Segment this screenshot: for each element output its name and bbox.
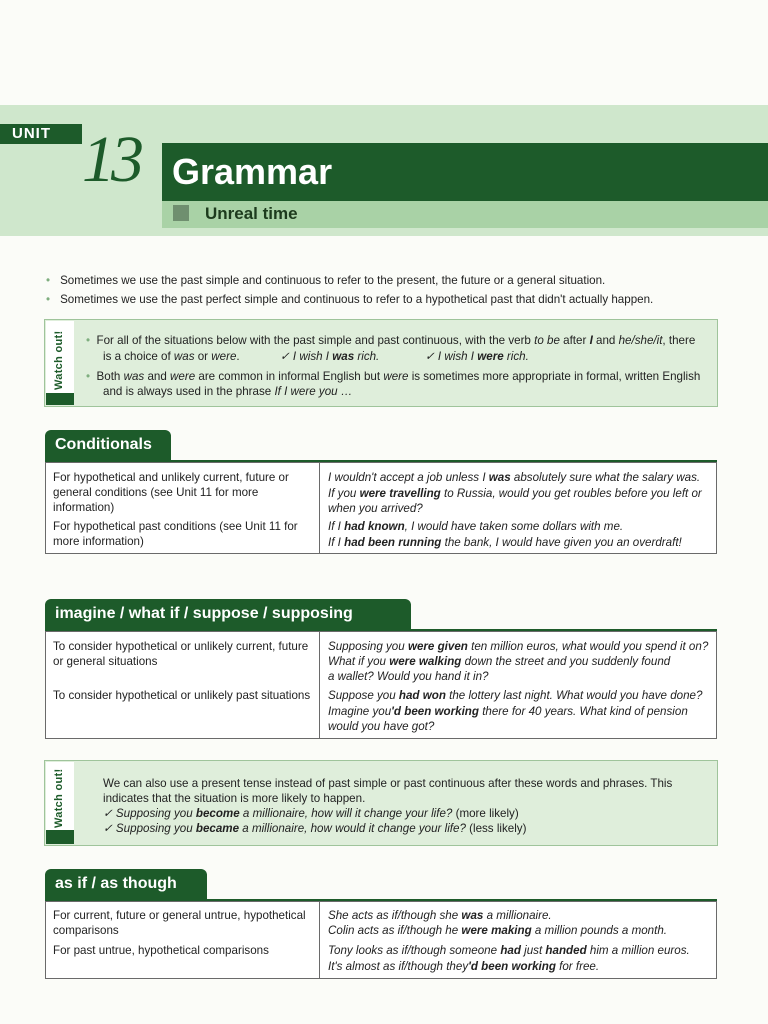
unit-number: 13 — [82, 123, 140, 196]
watch-out-1-bullet-1: • For all of the situations below with the past simple and past continuous, with the verb to be after I and he/she/it, there — [86, 334, 696, 347]
section-heading-conditionals: Conditionals — [45, 430, 171, 460]
section-heading-imagine: imagine / what if / suppose / supposing — [45, 599, 411, 629]
watch-out-1-line-2: is a choice of was or were. — [103, 350, 240, 363]
table-cell-example: Imagine you'd been working there for 40 years. What kind of pension — [328, 705, 688, 718]
intro-bullet-2: • Sometimes we use the past perfect simple and continuous to refer to a hypothetical past that didn't actually happen. — [46, 293, 654, 306]
table-cell-example: Supposing you were given ten million euros, what would you spend it on? — [328, 640, 709, 653]
watch-out-2-line-2: indicates that the situation is more likely to happen. — [103, 792, 366, 805]
page-title: Grammar — [172, 151, 333, 192]
intro-bullet-1: • Sometimes we use the past simple and continuous to refer to the present, the future or a general situation. — [46, 274, 606, 287]
watch-out-foot — [46, 830, 74, 844]
table-cell-example: What if you were walking down the street and you suddenly found — [328, 655, 671, 668]
table-cell-use: To consider hypothetical or unlikely current, future or general situations — [53, 640, 309, 668]
watch-out-1-bullet-2-line-2: and is always used in the phrase If I were you … — [103, 385, 353, 398]
table-cell-example: I wouldn't accept a job unless I was absolutely sure what the salary was. — [328, 471, 701, 484]
square-bullet-icon — [173, 205, 189, 221]
table-cell-example: Suppose you had won the lottery last night. What would you have done? — [328, 689, 703, 702]
watch-out-2-line-1: We can also use a present tense instead of past simple or past continuous after these words and phrases. This — [103, 777, 673, 790]
table-cell-example: a wallet? Would you hand it in? — [328, 670, 489, 683]
bullet-dot-icon: • — [46, 293, 51, 306]
table-cell-example: Tony looks as if/though someone had just handed him a million euros. — [328, 944, 690, 957]
watch-out-2-example-1: ✓ Supposing you become a millionaire, how will it change your life? (more likely) — [103, 807, 519, 820]
section-heading-as-if: as if / as though — [45, 869, 207, 899]
watch-out-1-example-1: ✓ I wish I was rich. — [280, 350, 380, 363]
table-divider — [319, 901, 320, 979]
watch-out-label: Watch out! — [53, 768, 65, 828]
watch-out-2-example-2: ✓ Supposing you became a millionaire, how would it change your life? (less likely) — [103, 822, 527, 835]
table-cell-example: would you have got? — [328, 720, 435, 733]
page-subtitle: Unreal time — [205, 204, 298, 223]
table-divider — [319, 462, 320, 554]
table-cell-use: For hypothetical and unlikely current, future or general conditions (see Unit 11 for more information) — [53, 471, 289, 514]
table-cell-example: It's almost as if/though they'd been working for free. — [328, 960, 600, 973]
table-cell-use: For past untrue, hypothetical comparisons — [53, 944, 269, 957]
table-cell-use: For current, future or general untrue, hypothetical comparisons — [53, 909, 306, 937]
watch-out-1-example-2: ✓ I wish I were rich. — [425, 350, 529, 363]
watch-out-foot — [46, 393, 74, 405]
table-cell-example: If I had been running the bank, I would have given you an overdraft! — [328, 536, 682, 549]
table-cell-example: If you were travelling to Russia, would you get roubles before you left or when you arrived? — [328, 487, 702, 515]
table-cell-use: For hypothetical past conditions (see Unit 11 for more information) — [53, 520, 298, 548]
watch-out-label: Watch out! — [53, 330, 65, 390]
table-cell-example: If I had known, I would have taken some dollars with me. — [328, 520, 624, 533]
table-divider — [319, 631, 320, 739]
table-cell-example: Colin acts as if/though he were making a million pounds a month. — [328, 924, 668, 937]
table-cell-example: She acts as if/though she was a millionaire. — [328, 909, 552, 922]
table-cell-use: To consider hypothetical or unlikely past situations — [53, 689, 311, 702]
bullet-dot-icon: • — [46, 274, 51, 287]
unit-label: UNIT — [0, 124, 82, 144]
watch-out-1-bullet-2: • Both was and were are common in informal English but were is sometimes more appropriate in formal, written English — [86, 370, 701, 383]
